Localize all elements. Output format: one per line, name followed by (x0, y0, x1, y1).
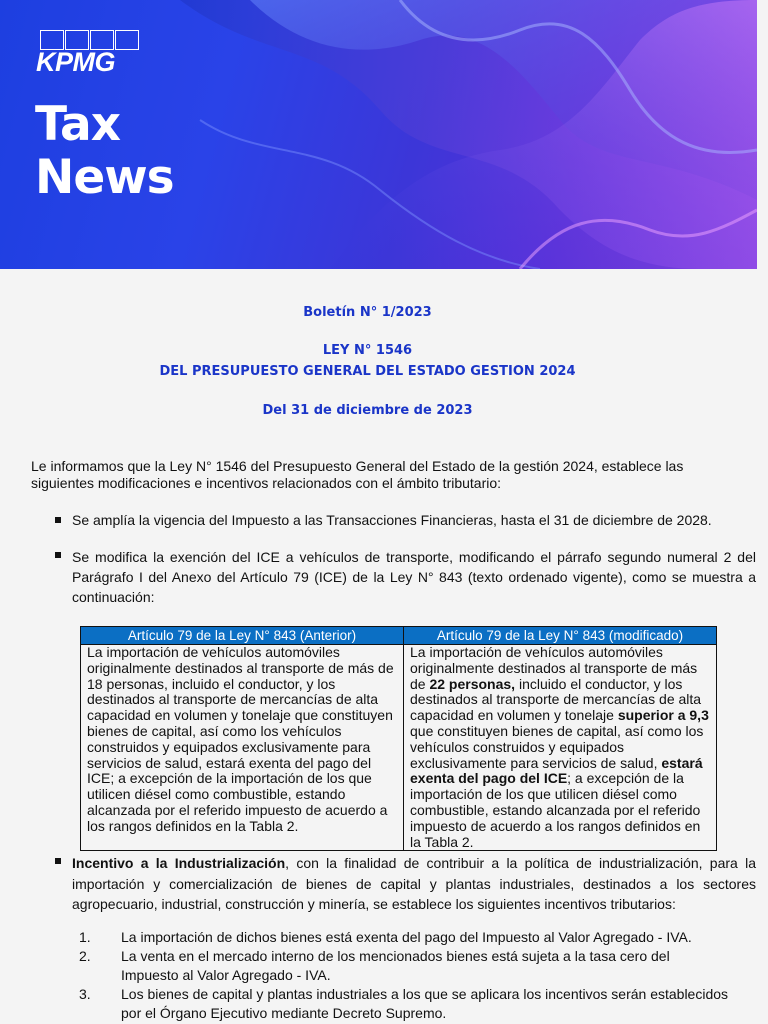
bulletin-date: Del 31 de diciembre de 2023 (262, 403, 473, 418)
kpmg-logo (36, 30, 139, 77)
table-header-row (81, 627, 717, 645)
list-item-number: 3. (79, 986, 91, 1002)
bullet-marker (55, 853, 63, 861)
modified-text-cell (404, 645, 717, 851)
modified-text-part: incluido el conductor, y los destinados al transporte de mercancías de alta capacidad en volumen y tonelaje (410, 675, 702, 724)
bulletin-number: Boletín N° 1/2023 (303, 305, 432, 320)
modified-text-part: ; a excepción de la importación de los que utilicen diésel como combustible, estando alcanzada por el referido impuesto de acuerdo a los rangos definidos en la Tabla 2. (410, 770, 701, 850)
ice-comparison-table (80, 626, 717, 851)
tax-news-banner (0, 0, 757, 269)
industrialization-text: , con la finalidad de contribuir a la política de industrialización, para la importación y comercialización de bienes de capital y plantas industriales, destinados a los sectores agropecuario, industrial, construcción y minería, se establece los siguientes incentivos tributarios: (72, 855, 756, 912)
modified-text-part: La importación de vehículos automóviles originalmente destinados al transporte de más de (410, 644, 698, 692)
list-item-number: 1. (79, 929, 91, 945)
banner-title-line2: News (35, 150, 174, 205)
table-header-modified: Artículo 79 de la Ley N° 843 (modificado) (404, 627, 717, 645)
law-subtitle: DEL PRESUPUESTO GENERAL DEL ESTADO GESTION 2024 (159, 364, 576, 379)
list-item (79, 928, 730, 947)
list-item-text: La venta en el mercado interno de los mencionados bienes está sujeta a la tasa cero del Impuesto al Valor Agregado - IVA. (121, 948, 670, 983)
list-item-text: La importación de dichos bienes está exenta del pago del Impuesto al Valor Agregado - IVA. (121, 929, 692, 945)
bullet-marker (55, 547, 63, 555)
table-header-previous: Artículo 79 de la Ley N° 843 (Anterior) (81, 627, 404, 645)
list-item (79, 947, 730, 985)
logo-text: KPMG (36, 47, 115, 77)
modified-bold-persons: 22 personas, (429, 675, 516, 692)
intro-paragraph: Le informamos que la Ley N° 1546 del Presupuesto General del Estado de la gestión 2024, establece las siguientes modificaciones e incentivos relacionados con el ámbito tributario: (31, 458, 684, 491)
list-item (79, 985, 730, 1023)
law-number: LEY N° 1546 (322, 343, 413, 358)
table-row (81, 645, 717, 851)
modified-bold-exemption: estará exenta del pago del ICE (410, 754, 703, 787)
bullet-industrialization (72, 853, 756, 915)
list-item-number: 2. (79, 948, 91, 964)
bullet-marker (55, 512, 63, 520)
list-item-text: Los bienes de capital y plantas industriales a los que se aplicara los incentivos serán establecidos por el Órgano Ejecutivo mediante Decreto Supremo. (121, 986, 729, 1021)
banner-title-line1: Tax (35, 97, 121, 152)
incentives-list (79, 928, 730, 1023)
previous-text-cell: La importación de vehículos automóviles originalmente destinados al transporte de más de 18 personas, incluido el conductor, y los destinados al transporte de mercancías de alta capacidad en volumen y tonelaje que constituyen bienes de capital, así como los vehículos construidos y equipados exclusivamente para servicios de salud, estará exenta del pago del ICE; a excepción de la importación de los que utilicen diésel como combustible, estando alcanzada por el referido impuesto de acuerdo a los rangos definidos en la Tabla 2. (81, 645, 404, 851)
industrialization-heading: Incentivo a la Industrialización (72, 855, 286, 871)
modified-bold-tonnage: superior a 9,3 (617, 707, 709, 724)
banner-title (35, 98, 174, 204)
bullet-itf: Se amplía la vigencia del Impuesto a las Transacciones Financieras, hasta el 31 de diciembre de 2028. (72, 512, 712, 528)
bullet-ice: Se modifica la exención del ICE a vehículos de transporte, modificando el párrafo segundo numeral 2 del Parágrafo I del Anexo del Artículo 79 (ICE) de la Ley N° 843 (texto ordenado vigente), como se muestra a continuación: (72, 549, 756, 605)
modified-text-part: que constituyen bienes de capital, así como los vehículos construidos y equipados exclusivamente para servicios de salud, (410, 722, 704, 771)
